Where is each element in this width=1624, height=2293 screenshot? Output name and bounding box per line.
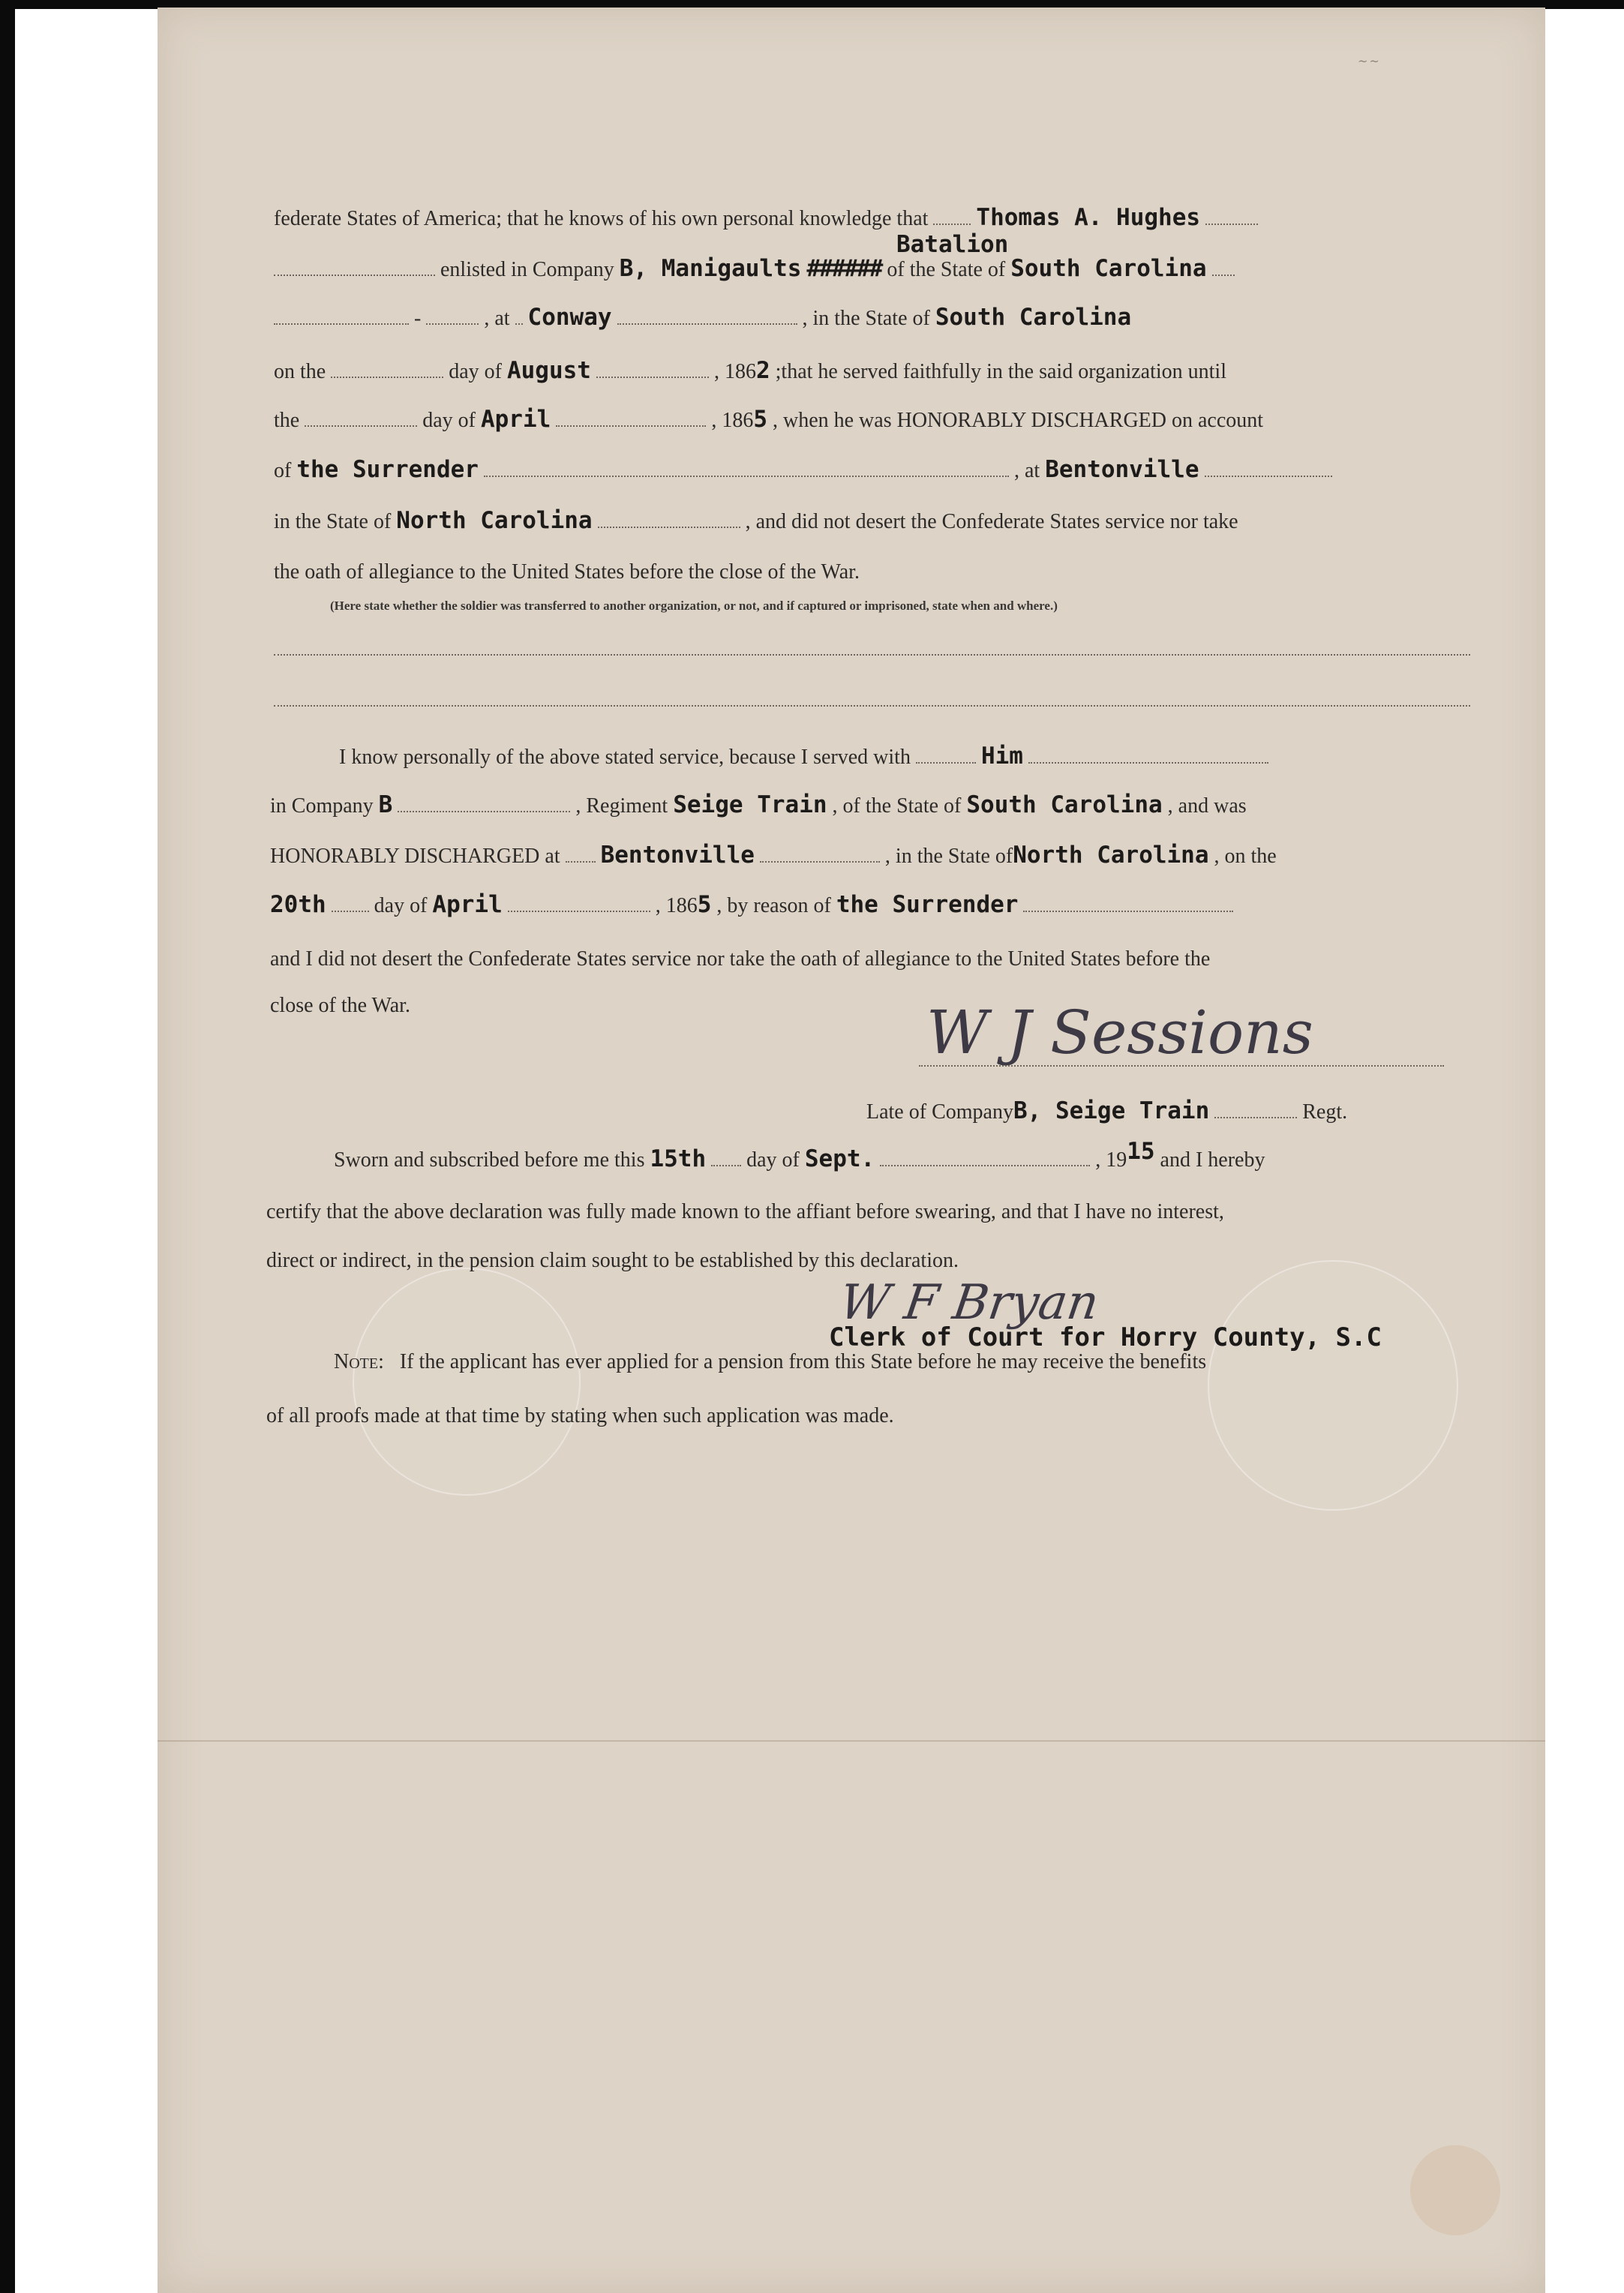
corner-stamp: ~~	[1358, 54, 1381, 68]
sworn-text-d: and I hereby	[1160, 1148, 1265, 1172]
line4-text-d: ;that he served faithfully in the said organization until	[775, 360, 1226, 383]
late-of-line	[866, 1097, 1624, 1124]
declaration-line-7	[274, 507, 1624, 534]
comrade-regiment: Seige Train	[673, 791, 827, 818]
line1-text: federate States of America; that he knows of his own personal knowledge that	[274, 207, 929, 230]
sworn-text-c: , 19	[1095, 1148, 1127, 1172]
line3-mark: -	[414, 307, 422, 330]
affiant-signature: W J Sessions	[926, 998, 1313, 1067]
enlist-state: South Carolina	[1010, 255, 1207, 282]
late-of-company: B, Seige Train	[1013, 1097, 1210, 1124]
comrade-discharge-year-digit: 5	[697, 891, 712, 918]
comrade-discharge-reason: the Surrender	[836, 891, 1019, 918]
comrade1-text: I know personally of the above stated service, because I served with	[339, 746, 911, 769]
embossed-seal-right	[1208, 1260, 1458, 1511]
certify-line-2: direct or indirect, in the pension claim sought to be established by this declaration.	[266, 1249, 959, 1272]
note-text: If the applicant has ever applied for a pension from this State before he may receive the benefits	[399, 1350, 1207, 1373]
comrade-line-6: close of the War.	[270, 994, 410, 1017]
scan-frame-left	[0, 0, 15, 2293]
sworn-line	[334, 1138, 1624, 1172]
enlist-place: Conway	[527, 304, 612, 331]
line5-text-c: , 186	[711, 409, 754, 432]
declaration-line-6	[274, 456, 1624, 483]
declaration-line-5	[274, 406, 1624, 433]
line3-text-b: , in the State of	[802, 307, 930, 330]
discharge-year-digit: 5	[753, 406, 767, 433]
comrade-line-3	[270, 842, 1624, 869]
comrade3-text-a: HONORABLY DISCHARGED at	[270, 845, 560, 868]
soldier-name: Thomas A. Hughes	[976, 204, 1201, 231]
comrade3-text-c: , on the	[1214, 845, 1277, 868]
comrade-line-2	[270, 791, 1624, 818]
discharge-place: Bentonville	[1045, 456, 1199, 483]
clerk-signature: W F Bryan	[836, 1275, 1103, 1331]
paper-fold	[158, 1740, 1545, 1742]
signature-line	[919, 1065, 1444, 1067]
line7-text-a: in the State of	[274, 510, 392, 533]
blank-rule-2	[274, 705, 1470, 707]
enlist-place-state: South Carolina	[935, 304, 1132, 331]
declaration-line-4	[274, 357, 1624, 384]
struck-out-word: ######	[806, 255, 882, 282]
comrade4-text-c: , by reason of	[716, 894, 831, 917]
sworn-text-b: day of	[746, 1148, 800, 1172]
comrade-discharge-month: April	[432, 891, 503, 918]
sworn-year-digits: 15	[1127, 1138, 1155, 1165]
line3-text-a: , at	[484, 307, 510, 330]
stain-spot	[1410, 2145, 1500, 2235]
line2-text-a: enlisted in Company	[440, 258, 614, 281]
line2-text-b: of the State of	[887, 258, 1006, 281]
sworn-day: 15th	[650, 1145, 707, 1172]
comrade-state: South Carolina	[966, 791, 1163, 818]
certify-line-1: certify that the above declaration was fully made known to the affiant before swearing, and that I have no interest,	[266, 1200, 1224, 1223]
clerk-title: Clerk of Court for Horry County, S.C	[829, 1322, 1382, 1352]
late-of-text-b: Regt.	[1302, 1100, 1348, 1124]
comrade2-text-d: , and was	[1167, 794, 1247, 818]
comrade4-text-a: day of	[374, 894, 428, 917]
bleed-through-text	[465, 169, 478, 194]
blank-rule-1	[274, 654, 1470, 656]
enlist-month: August	[506, 357, 591, 384]
instruction-note: (Here state whether the soldier was transferred to another organization, or not, and if captured or imprisoned, state when and where.)	[330, 599, 1058, 613]
comrade-company: B	[378, 791, 393, 818]
line5-text-b: day of	[422, 409, 476, 432]
declaration-line-1	[274, 204, 1624, 231]
discharge-reason: the Surrender	[296, 456, 479, 483]
declaration-line-2	[274, 255, 1624, 282]
sworn-month: Sept.	[804, 1145, 875, 1172]
line5-text-a: the	[274, 409, 300, 432]
line6-text-b: , at	[1013, 459, 1040, 482]
comrade-discharge-place: Bentonville	[600, 842, 755, 869]
line4-text-b: day of	[449, 360, 502, 383]
note-label: Note:	[334, 1350, 384, 1373]
line6-text-a: of	[274, 459, 292, 482]
late-of-text-a: Late of Company	[866, 1100, 1013, 1124]
line4-text-c: , 186	[713, 360, 756, 383]
sworn-text-a: Sworn and subscribed before me this	[334, 1148, 645, 1172]
declaration-line-8: the oath of allegiance to the United States before the close of the War.	[274, 560, 860, 584]
embossed-seal-left	[353, 1268, 581, 1496]
enlist-year-digit: 2	[755, 357, 770, 384]
line4-text-a: on the	[274, 360, 326, 383]
comrade2-text-b: , Regiment	[575, 794, 668, 818]
company-enlisted: B, Manigaults	[619, 255, 802, 282]
declaration-line-3	[274, 304, 1624, 331]
comrade-line-1	[339, 743, 1624, 770]
comrade-discharge-day: 20th	[270, 891, 326, 918]
line7-text-b: , and did not desert the Confederate States service nor take	[745, 510, 1238, 533]
comrade3-text-b: , in the State of	[884, 845, 1013, 868]
comrade-line-5: and I did not desert the Confederate States service nor take the oath of allegiance to the United States before the	[270, 947, 1211, 971]
comrade-discharge-state: North Carolina	[1013, 842, 1209, 869]
note-line-1	[334, 1350, 1624, 1374]
comrade2-text-c: , of the State of	[832, 794, 962, 818]
discharge-state: North Carolina	[396, 507, 593, 534]
comrade-line-4	[270, 891, 1624, 918]
batalion-correction: Batalion	[896, 231, 1009, 258]
comrade2-text-a: in Company	[270, 794, 374, 818]
note-line-2: of all proofs made at that time by stating when such application was made.	[266, 1404, 894, 1427]
served-with: Him	[980, 743, 1023, 770]
discharge-month: April	[480, 406, 551, 433]
comrade4-text-b: , 186	[655, 894, 698, 917]
line5-text-d: , when he was HONORABLY DISCHARGED on account	[772, 409, 1264, 432]
